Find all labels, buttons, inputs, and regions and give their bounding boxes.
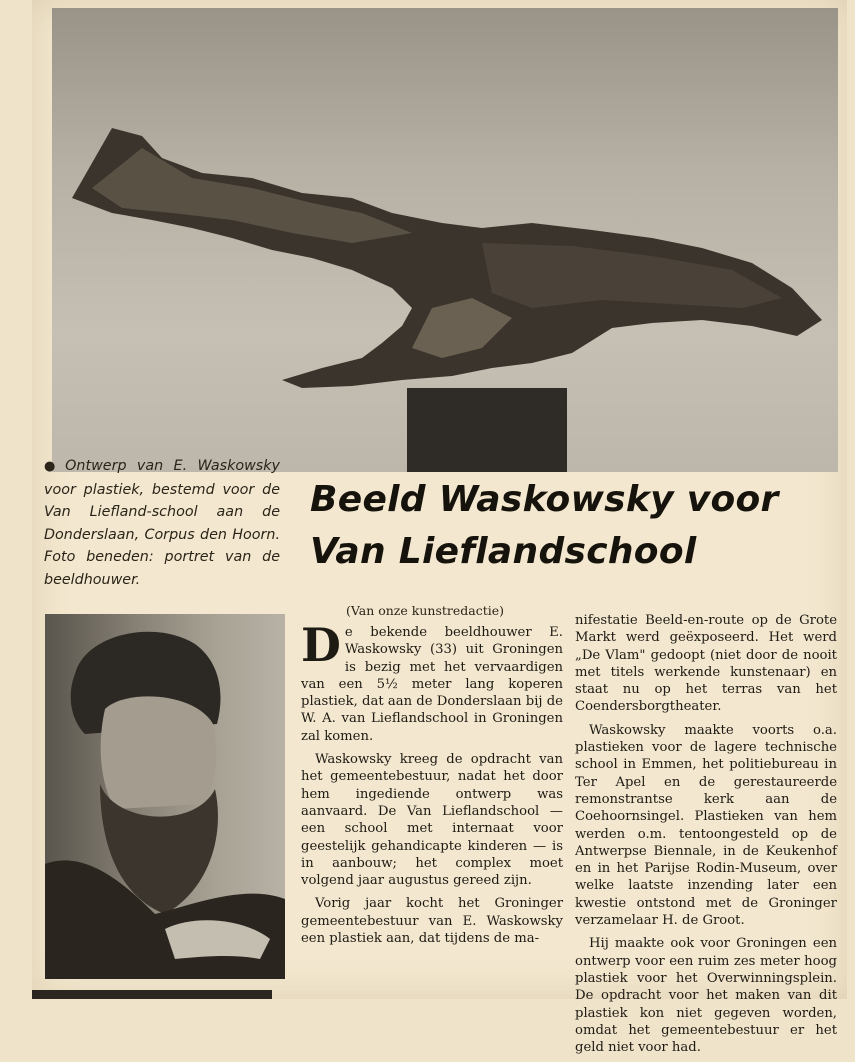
bottom-rule: [32, 990, 272, 999]
article-column-2: [575, 612, 837, 1062]
sculpture-photo: [52, 8, 838, 472]
byline: (Van onze kunstredactie): [346, 603, 505, 618]
headline-line-2: Van Lieflandschool: [310, 531, 697, 572]
paragraph-2: Waskowsky kreeg de opdracht van het gemeentebestuur, nadat het door hem ingediende ontwerp was aanvaard. De Van Lieflandschool — een school met internaat voor geestelijk gehandicapte kinderen — is in aanbouw; het complex moet volgend jaar augustus gereed zijn.: [301, 752, 563, 889]
caption-text: Ontwerp van E. Waskowsky voor plastiek, bestemd voor de Van Liefland-school aan de Donderslaan, Corpus den Hoorn. Foto beneden: portret van de beeldhouwer.: [44, 458, 280, 588]
headline: [310, 474, 810, 578]
article-column-1: [301, 618, 563, 953]
headline-line-1: Beeld Waskowsky voor: [310, 479, 779, 520]
paragraph-1: De bekende beeldhouwer E. Waskowsky (33) uit Groningen is bezig met het vervaardigen van een 5½ meter lang koperen plastiek, dat aan de Donderslaan bij de W. A. van Lieflandschool in Groningen zal komen.: [301, 618, 563, 744]
paragraph-4: nifestatie Beeld-en-route op de Grote Markt werd geëxposeerd. Het werd „De Vlam" gedoopt (niet door de nooit met titels werkende kunstenaar) en staat nu op het terras van het Coendersborgtheater.: [575, 613, 837, 715]
portrait-photo: [45, 614, 285, 979]
photo-caption: [44, 455, 280, 591]
paragraph-5: Waskowsky maakte voorts o.a. plastieken voor de lagere technische school in Emmen, het politiebureau in Ter Apel en de gerestaureerde remonstrantse kerk aan de Coehoornsingel. Plastieken van hem werden o.m. tentoongesteld op de Antwerpse Biennale, in de Keukenhof en in het Parijse Rodin-Museum, over welke laatste inzending later een kwestie ontstond met de Groninger verzamelaar H. de Groot.: [575, 722, 837, 929]
paragraph-3: Vorig jaar kocht het Groninger gemeentebestuur van E. Waskowsky een plastiek aan, dat tijdens de ma-: [301, 896, 563, 947]
caption-bullet: ●: [44, 459, 62, 474]
paragraph-6: Hij maakte ook voor Groningen een ontwerp voor een ruim zes meter hoog plastiek voor het Overwinningsplein. De opdracht voor het maken van dit plastiek kon niet gegeven worden, omdat het gemeentebestuur er het geld niet voor had.: [575, 936, 837, 1056]
drop-cap: D: [301, 618, 341, 672]
